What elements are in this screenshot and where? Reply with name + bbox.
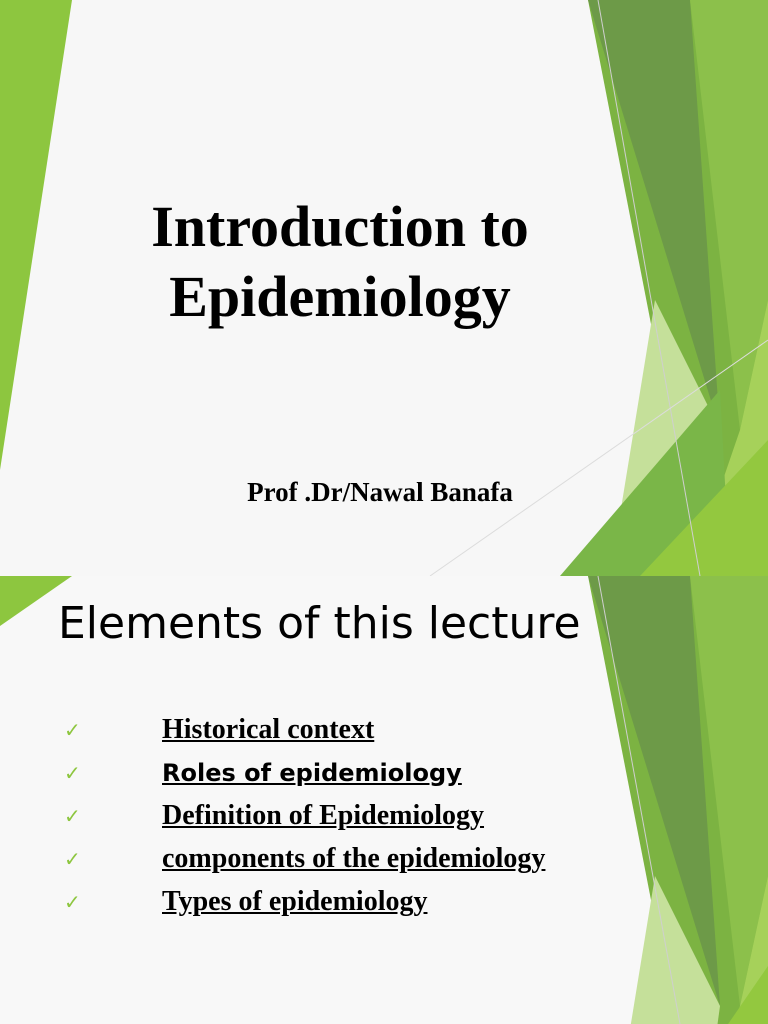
item-label: Historical context [162, 713, 375, 745]
check-icon: ✓ [64, 760, 81, 785]
author-name: Prof .Dr/Nawal Banafa [247, 477, 513, 507]
check-icon: ✓ [64, 803, 81, 828]
section-title: Elements of this lecture [58, 598, 581, 649]
title-line-2: Epidemiology [169, 264, 511, 329]
list-item [64, 751, 545, 794]
lecture-elements-list [64, 708, 545, 923]
list-item [64, 880, 545, 923]
list-item [64, 837, 545, 880]
item-label: Types of epidemiology [162, 885, 428, 917]
item-label: Definition of Epidemiology [162, 799, 485, 831]
slide-title [60, 192, 620, 332]
list-item [64, 708, 545, 751]
check-icon: ✓ [64, 889, 81, 914]
check-icon: ✓ [64, 846, 81, 871]
item-label: Roles of epidemiology [162, 758, 462, 787]
item-label: components of the epidemiology [162, 842, 546, 874]
title-line-1: Introduction to [151, 194, 529, 259]
list-item [64, 794, 545, 837]
check-icon: ✓ [64, 717, 81, 742]
